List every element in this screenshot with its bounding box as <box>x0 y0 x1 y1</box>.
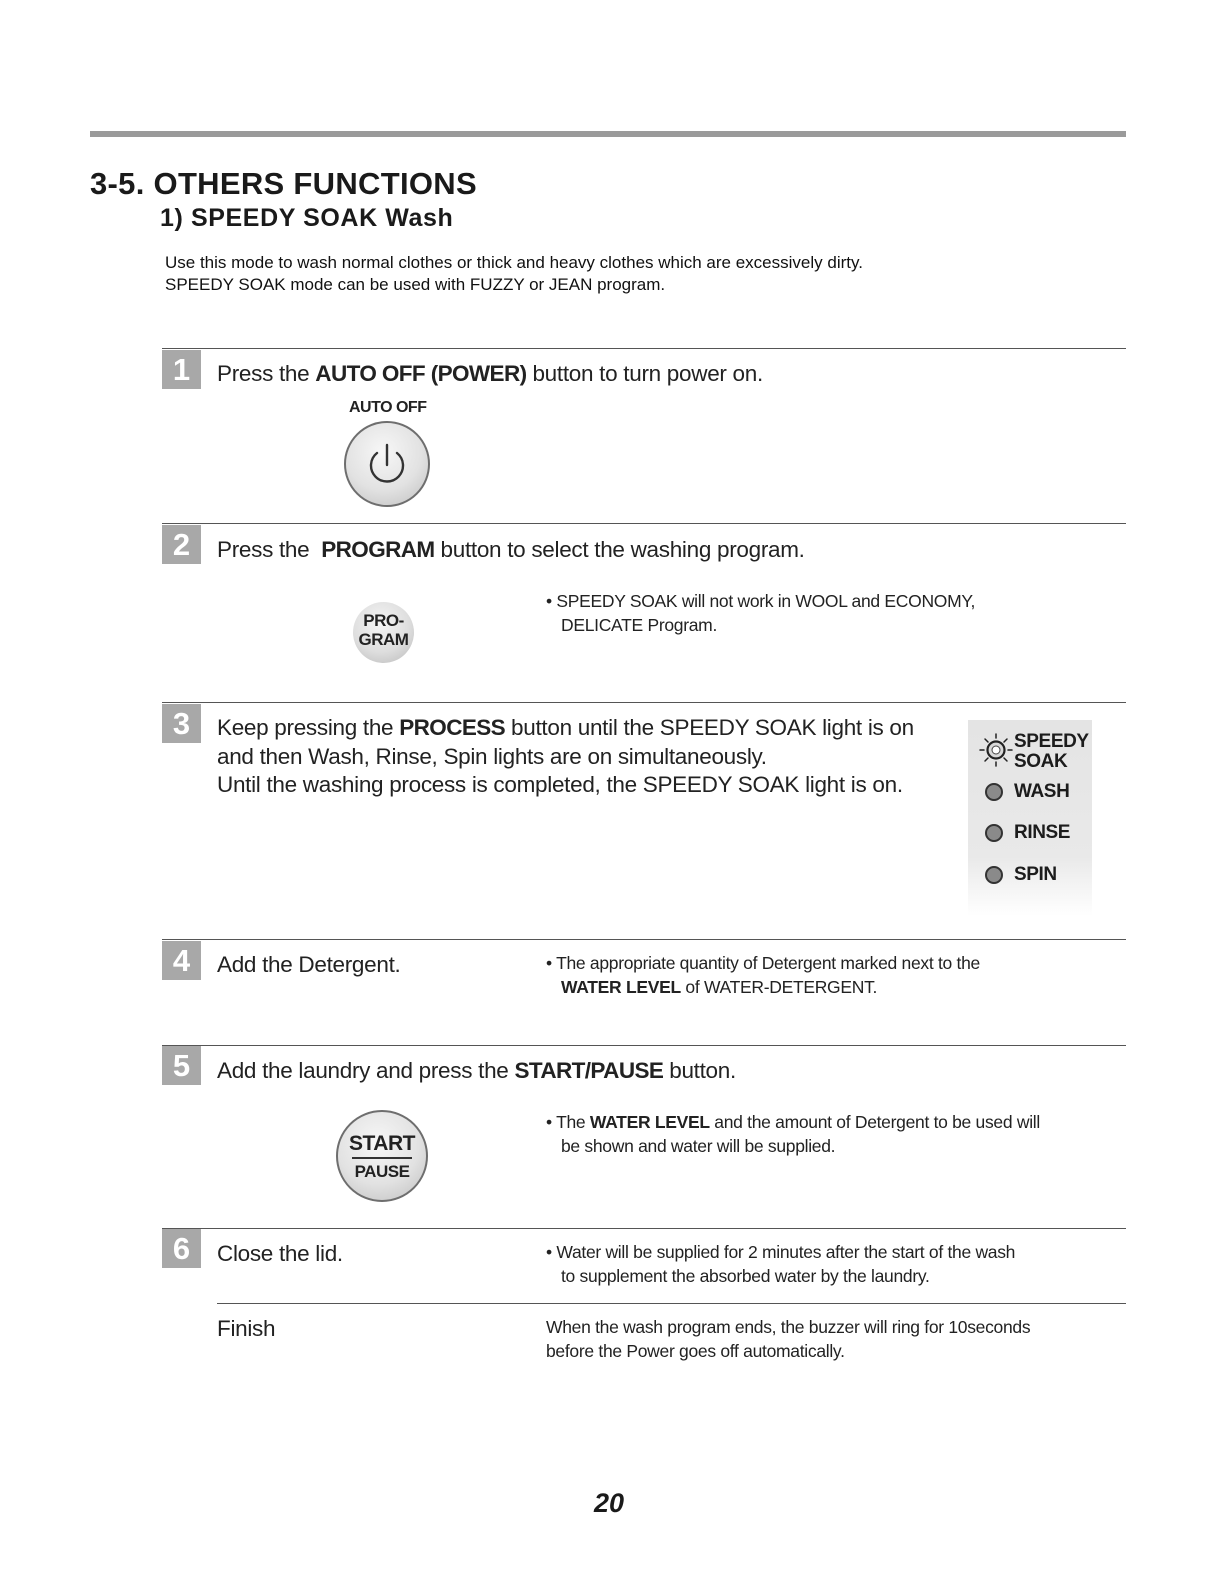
auto-off-button[interactable] <box>344 421 430 507</box>
start-label: START <box>349 1132 415 1155</box>
step-divider <box>162 702 1126 703</box>
spin-indicator-light <box>985 866 1003 884</box>
program-button-label: GRAM <box>358 630 409 649</box>
spin-label: SPIN <box>1014 864 1057 885</box>
step-5-note: • The WATER LEVEL and the amount of Detergent to be used will be shown and water will be supplied. <box>546 1112 1040 1156</box>
page-number: 20 <box>593 1488 625 1518</box>
intro-text <box>165 252 863 296</box>
step-3-instruction: Keep pressing the PROCESS button until the SPEEDY SOAK light is on and then Wash, Rinse, Spin lights are on simultaneously. Until the washing process is completed, the SPEEDY SOAK light is on. <box>217 715 914 797</box>
step-number-badge: 4 <box>162 941 201 980</box>
step-6-instruction: Close the lid. <box>217 1241 343 1266</box>
step-5-instruction: Add the laundry and press the START/PAUSE button. <box>217 1058 736 1083</box>
step-2-note: • SPEEDY SOAK will not work in WOOL and ECONOMY, DELICATE Program. <box>546 591 976 635</box>
finish-label: Finish <box>217 1316 276 1341</box>
intro-line: SPEEDY SOAK mode can be used with FUZZY or JEAN program. <box>165 275 666 294</box>
subsection-title: 1) SPEEDY SOAK Wash <box>160 204 454 232</box>
auto-off-label: AUTO OFF <box>349 399 427 416</box>
step-divider <box>162 348 1126 349</box>
rinse-label: RINSE <box>1014 822 1071 843</box>
intro-line: Use this mode to wash normal clothes or thick and heavy clothes which are excessively dirty. <box>165 253 863 272</box>
step-1-instruction: Press the AUTO OFF (POWER) button to turn power on. <box>217 361 763 386</box>
step-number-badge: 2 <box>162 525 201 564</box>
start-pause-button[interactable] <box>336 1110 428 1202</box>
program-button-label: PRO- <box>363 611 404 630</box>
speedy-soak-lit-icon <box>978 732 1014 768</box>
step-divider <box>162 523 1126 524</box>
step-number-badge: 3 <box>162 704 201 743</box>
header-rule <box>90 131 1126 137</box>
step-4-note: • The appropriate quantity of Detergent marked next to the WATER LEVEL of WATER-DETERGENT. <box>546 953 980 997</box>
step-2-instruction: Press the PROGRAM button to select the washing program. <box>217 537 805 562</box>
finish-divider <box>217 1303 1126 1304</box>
step-6-note: • Water will be supplied for 2 minutes after the start of the wash to supplement the absorbed water by the laundry. <box>546 1242 1016 1286</box>
step-number-badge: 5 <box>162 1046 201 1085</box>
speedy-soak-label: SPEEDY SOAK <box>1014 731 1089 772</box>
step-divider <box>162 1228 1126 1229</box>
step-4-instruction: Add the Detergent. <box>217 952 401 977</box>
step-divider <box>162 939 1126 940</box>
process-indicator-panel <box>968 720 1092 916</box>
wash-indicator-light <box>985 783 1003 801</box>
step-number-badge: 1 <box>162 350 201 389</box>
start-pause-divider <box>352 1157 412 1159</box>
pause-label: PAUSE <box>354 1162 410 1181</box>
step-number-badge: 6 <box>162 1229 201 1268</box>
power-icon <box>346 423 428 505</box>
rinse-indicator-light <box>985 824 1003 842</box>
program-button[interactable] <box>353 602 414 663</box>
finish-note: When the wash program ends, the buzzer will ring for 10seconds before the Power goes off automatically. <box>546 1317 1031 1361</box>
step-divider <box>162 1045 1126 1046</box>
wash-label: WASH <box>1014 781 1070 802</box>
section-title: 3-5. OTHERS FUNCTIONS <box>90 166 477 201</box>
